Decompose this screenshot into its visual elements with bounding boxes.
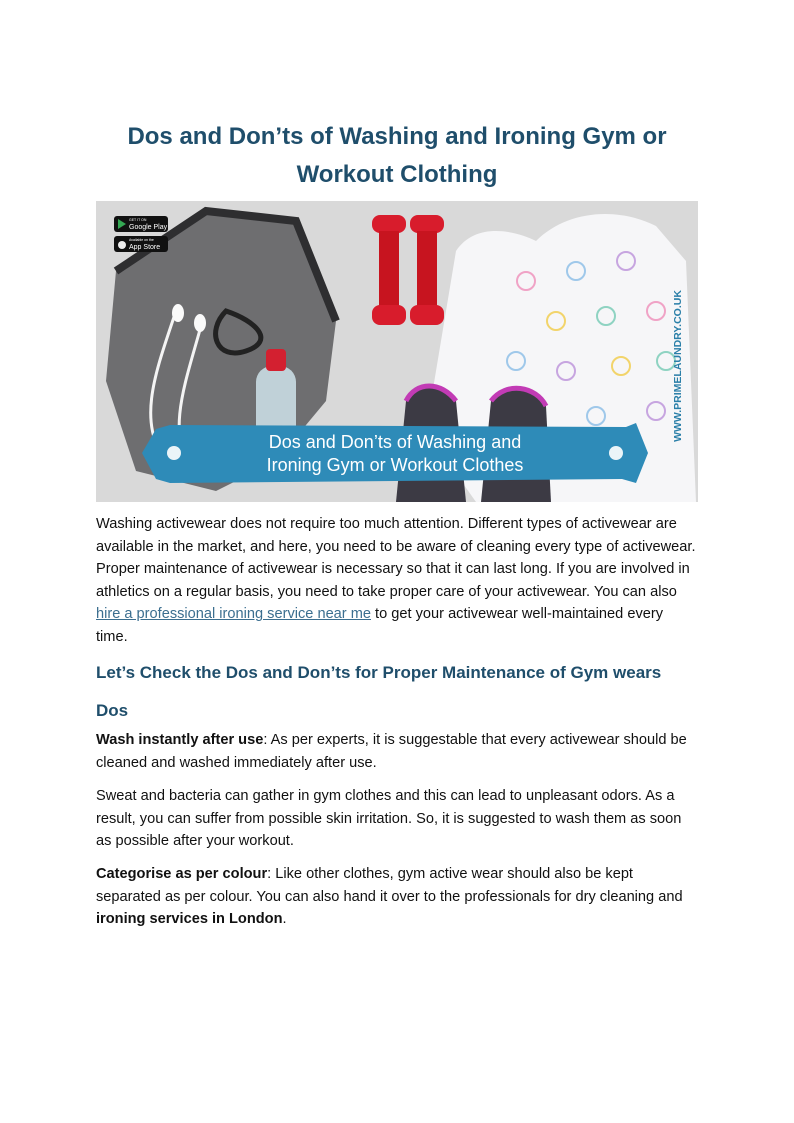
banner-line-2: Ironing Gym or Workout Clothes — [266, 455, 524, 475]
banner-line-1: Dos and Don’ts of Washing and — [268, 432, 522, 452]
svg-text:Available on the: Available on the — [129, 238, 154, 242]
hero-image — [96, 201, 698, 502]
sweat-bacteria-paragraph: Sweat and bacteria can gather in gym clothes and this can lead to unpleasant odors. As a result, you can suffer from possible skin irritation. So, it is suggested to wash them as soon as possible after your workout. — [96, 788, 682, 850]
watermark-url: WWW.PRIMELAUNDRY.CO.UK — [672, 290, 684, 442]
app-store-badge[interactable] — [114, 236, 168, 252]
google-play-badge[interactable] — [114, 216, 168, 232]
section-heading: Let’s Check the Dos and Don’ts for Proper Maintenance of Gym wears — [96, 663, 662, 682]
page-title: Dos and Don’ts of Washing and Ironing Gym or Workout Clothing — [127, 123, 667, 188]
svg-text:App Store: App Store — [129, 244, 161, 251]
ironing-service-link[interactable]: hire a professional ironing service near me — [96, 606, 371, 623]
apple-icon — [118, 241, 126, 249]
svg-text:GET IT ON: GET IT ON — [129, 218, 147, 222]
intro-paragraph: Washing activewear does not require too much attention. Different types of activewear are available in the market, and here, you need to be aware of cleaning every type of activewear. Proper maintenance of activewear is necessary so that it can last long. If you are involved in athletics on a regular basis, you need to take proper care of your activewear. You can also hire a professional ironing service near me to get your activewear well-maintained every time. — [96, 516, 696, 645]
dos-heading: Dos — [96, 701, 129, 720]
svg-text:Google Play: Google Play — [129, 224, 168, 231]
wash-instantly-paragraph: Wash instantly after use: As per experts, it is suggestable that every activewear should be cleaned and washed immediately after use. — [96, 732, 687, 771]
categorise-colour-paragraph: Categorise as per colour: Like other clothes, gym active wear should also be kept separated as per colour. You can also hand it over to the professionals for dry cleaning and ironing services in London. — [96, 866, 683, 928]
